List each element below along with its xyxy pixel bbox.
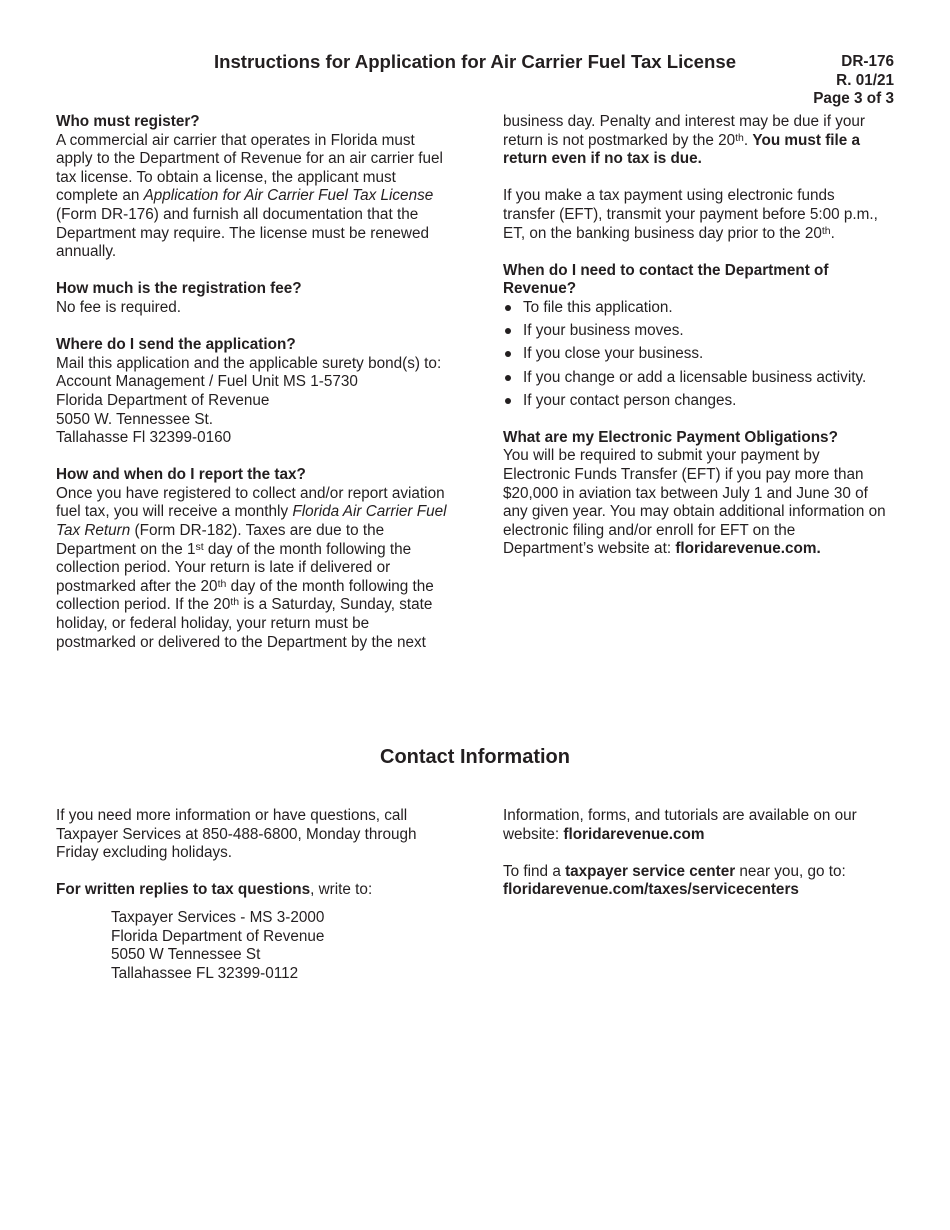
left-column xyxy=(56,113,451,671)
website-link[interactable]: floridarevenue.com xyxy=(563,825,705,843)
who-must-register-answer: A commercial air carrier that operates in Florida must apply to the Department of Revenue for an air carrier fuel tax license. To obtain a license, the applicant must complete an Application for Air Carrier Fuel Tax License (Form DR-176) and furnish all documentation that the Department may require. The license must be renewed annually. xyxy=(56,131,443,261)
phone-contact-text: If you need more information or have questions, call Taxpayer Services at 850-488-6800, Monday through Friday excluding holidays. xyxy=(56,807,417,862)
bullet-icon xyxy=(505,375,511,381)
list-item: If you change or add a licensable business activity. xyxy=(503,369,888,388)
bullet-icon xyxy=(505,305,511,311)
list-item: If you close your business. xyxy=(503,345,888,364)
taxpayer-services-address xyxy=(111,909,456,983)
eft-section xyxy=(503,187,888,243)
form-revision: R. 01/21 xyxy=(836,71,894,89)
contact-right-column xyxy=(503,807,893,900)
written-replies-text: For written replies to tax questions, write to: xyxy=(56,881,373,899)
service-center-text: To find a taxpayer service center near you, go to: xyxy=(503,862,846,880)
report-tax-question: How and when do I report the tax? xyxy=(56,466,306,484)
contact-heading: Contact Information xyxy=(380,746,570,768)
bullet-icon xyxy=(505,398,511,404)
report-tax-section xyxy=(56,466,451,652)
address-line: Taxpayer Services - MS 3-2000 xyxy=(111,908,325,926)
website-link[interactable]: floridarevenue.com. xyxy=(675,540,821,558)
address-line: Tallahassee FL 32399-0112 xyxy=(111,964,299,982)
send-application-section xyxy=(56,336,451,448)
contact-reasons-list xyxy=(503,299,888,410)
contact-left-column xyxy=(56,807,456,983)
mailing-address-line: Florida Department of Revenue xyxy=(56,391,270,409)
electronic-payment-question: What are my Electronic Payment Obligations? xyxy=(503,428,838,446)
list-item: If your contact person changes. xyxy=(503,392,888,411)
bullet-icon xyxy=(505,351,511,357)
registration-fee-section xyxy=(56,280,451,317)
page-number: Page 3 of 3 xyxy=(813,90,894,108)
address-line: Florida Department of Revenue xyxy=(111,927,325,945)
penalty-text: business day. Penalty and interest may be due if your return is not postmarked by the 20th. You must file a return even if no tax is due. xyxy=(503,113,865,168)
who-must-register-question: Who must register? xyxy=(56,113,200,130)
address-line: 5050 W Tennessee St xyxy=(111,946,261,964)
contact-department-question: When do I need to contact the Department of Revenue? xyxy=(503,261,829,298)
eft-text: If you make a tax payment using electronic funds transfer (EFT), transmit your payment before 5:00 p.m., ET, on the banking business day prior to the 20th. xyxy=(503,187,878,242)
send-application-question: Where do I send the application? xyxy=(56,336,296,354)
who-must-register-section xyxy=(56,113,451,262)
send-application-intro: Mail this application and the applicable surety bond(s) to: xyxy=(56,354,442,372)
mailing-address-line: Account Management / Fuel Unit MS 1-5730 xyxy=(56,373,358,391)
mailing-address-line: 5050 W. Tennessee St. xyxy=(56,410,214,428)
list-item: If your business moves. xyxy=(503,322,888,341)
bullet-icon xyxy=(505,328,511,334)
penalty-continuation xyxy=(503,113,888,169)
registration-fee-question: How much is the registration fee? xyxy=(56,280,302,298)
electronic-payment-answer: You will be required to submit your payment by Electronic Funds Transfer (EFT) if you pay more than $20,000 in aviation tax between July 1 and June 30 of any given year. You may obtain additional information on electronic filing and/or enroll for EFT on the Department’s website at: floridarevenue.com. xyxy=(503,447,886,558)
registration-fee-answer: No fee is required. xyxy=(56,298,181,316)
contact-department-section xyxy=(503,262,888,411)
mailing-address-line: Tallahasse Fl 32399-0160 xyxy=(56,429,232,447)
form-number: DR-176 xyxy=(841,53,894,70)
right-column xyxy=(503,113,888,578)
website-info-text: Information, forms, and tutorials are available on our website: floridarevenue.com xyxy=(503,807,857,843)
list-item: To file this application. xyxy=(503,299,888,318)
page-title: Instructions for Application for Air Carrier Fuel Tax License xyxy=(213,51,737,72)
service-center-link[interactable]: floridarevenue.com/taxes/servicecenters xyxy=(503,881,799,899)
electronic-payment-section xyxy=(503,429,888,559)
report-tax-answer: Once you have registered to collect and/or report aviation fuel tax, you will receive a monthly Florida Air Carrier Fuel Tax Return (Form DR-182). Taxes are due to the Department on the 1st day of the month following the collection period. Your return is late if delivered or postmarked after the 20th day of the month following the collection period. If the 20th is a Saturday, Sunday, state holiday, or federal holiday, your return must be postmarked or delivered to the Department by the next xyxy=(56,484,447,651)
form-identifier xyxy=(813,53,894,109)
